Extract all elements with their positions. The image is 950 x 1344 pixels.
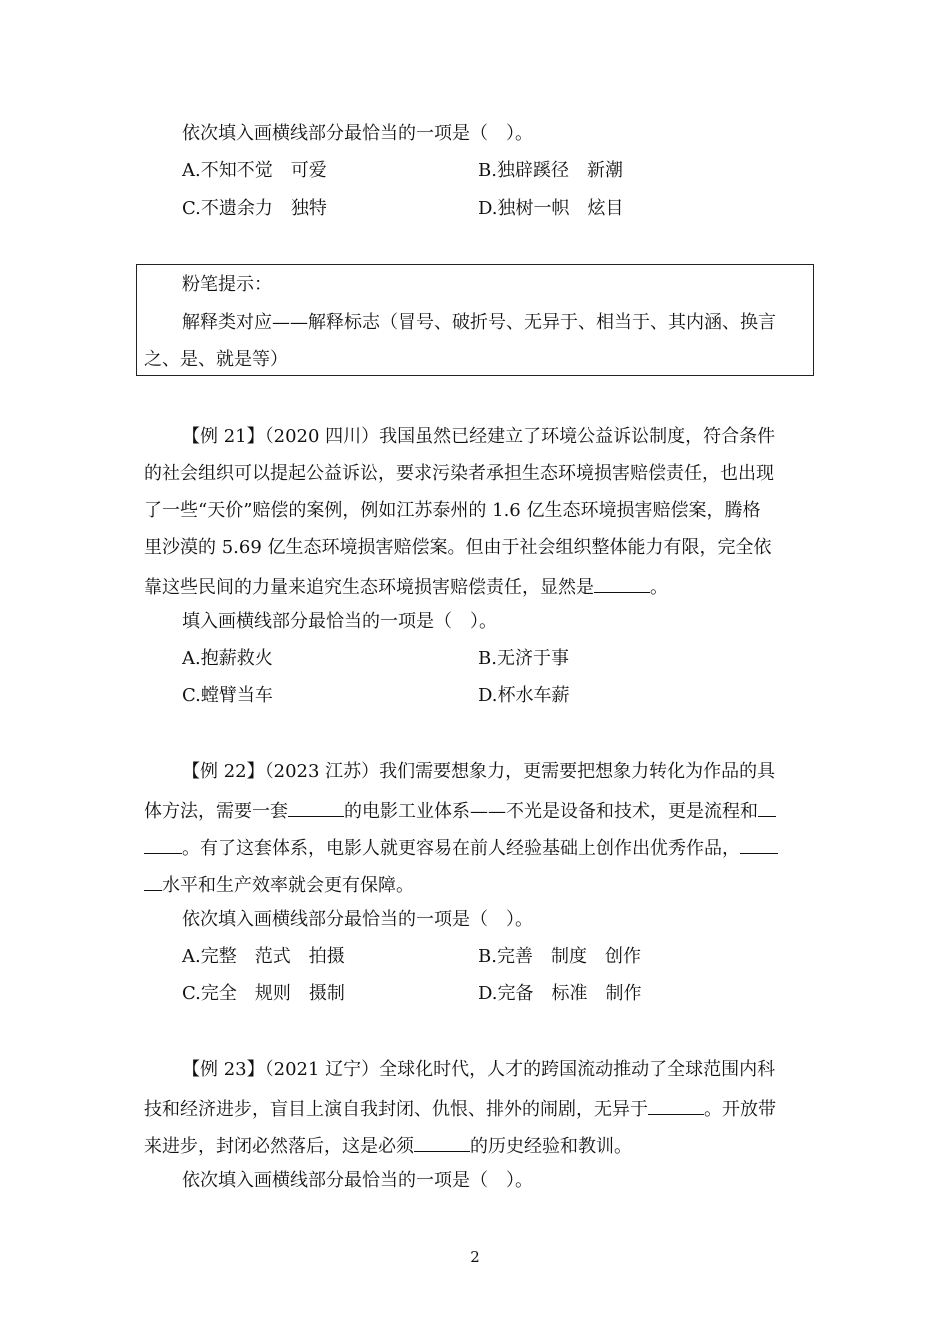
q22-line-4 xyxy=(144,870,414,899)
q21-option-a: A.抱薪救火 xyxy=(182,648,273,669)
q22-option-c: C.完全 规则 摄制 xyxy=(182,983,345,1004)
q22-line-3-text: 。有了这套体系，电影人就更容易在前人经验基础上创作出优秀作品， xyxy=(182,838,740,859)
q21-line-2: 的社会组织可以提起公益诉讼，要求污染者承担生态环境损害赔偿责任，也出现 xyxy=(144,463,774,484)
q20-option-d: D.独树一帜 炫目 xyxy=(478,198,624,219)
hint-line-1: 解释类对应——解释标志（冒号、破折号、无异于、相当于、其内涵、换言 xyxy=(182,312,776,333)
answer-blank xyxy=(288,796,344,817)
q22-line-2-text-a: 体方法，需要一套 xyxy=(144,801,288,822)
answer-blank xyxy=(648,1094,704,1115)
q23-line-3 xyxy=(144,1131,632,1160)
q22-line-2-text-b: 的电影工业体系——不光是设备和技术，更是流程和 xyxy=(344,801,758,822)
q21-line-4: 里沙漠的 5.69 亿生态环境损害赔偿案。但由于社会组织整体能力有限，完全依 xyxy=(144,537,772,558)
hint-title: 粉笔提示： xyxy=(182,274,272,295)
q21-line-5 xyxy=(144,572,668,601)
q22-line-2 xyxy=(144,796,776,825)
answer-blank xyxy=(594,572,650,593)
answer-blank xyxy=(740,833,778,854)
q21-line-1: 【例 21】（2020 四川）我国虽然已经建立了环境公益诉讼制度，符合条件 xyxy=(182,426,776,447)
q22-option-d: D.完备 标准 制作 xyxy=(478,983,642,1004)
q20-prompt: 依次填入画横线部分最恰当的一项是（ ）。 xyxy=(182,123,533,144)
q21-option-c: C.螳臂当车 xyxy=(182,685,273,706)
q20-option-c: C.不遗余力 独特 xyxy=(182,198,327,219)
q22-line-3 xyxy=(144,833,778,862)
answer-blank xyxy=(144,833,182,854)
q21-line-5-end: 。 xyxy=(650,577,668,598)
q23-prompt: 依次填入画横线部分最恰当的一项是（ ）。 xyxy=(182,1170,533,1191)
q21-option-b: B.无济于事 xyxy=(478,648,569,669)
q23-line-1: 【例 23】（2021 辽宁）全球化时代，人才的跨国流动推动了全球范围内科 xyxy=(182,1059,776,1080)
q20-option-b: B.独辟蹊径 新潮 xyxy=(478,160,623,181)
q22-prompt: 依次填入画横线部分最恰当的一项是（ ）。 xyxy=(182,909,533,930)
q23-line-2-text-b: 。开放带 xyxy=(704,1099,776,1120)
page-number: 2 xyxy=(470,1248,480,1266)
q23-line-2 xyxy=(144,1094,776,1123)
q21-line-3: 了一些“天价”赔偿的案例，例如江苏泰州的 1.6 亿生态环境损害赔偿案，腾格 xyxy=(144,500,761,521)
q22-line-1: 【例 22】（2023 江苏）我们需要想象力，更需要把想象力转化为作品的具 xyxy=(182,761,776,782)
hint-line-2: 之、是、就是等） xyxy=(144,349,288,370)
answer-blank xyxy=(414,1131,470,1152)
answer-blank xyxy=(758,796,776,817)
q22-option-b: B.完善 制度 创作 xyxy=(478,946,641,967)
q21-prompt: 填入画横线部分最恰当的一项是（ ）。 xyxy=(182,611,497,632)
q20-option-a: A.不知不觉 可爱 xyxy=(182,160,327,181)
q21-line-5-text: 靠这些民间的力量来追究生态环境损害赔偿责任，显然是 xyxy=(144,577,594,598)
q22-option-a: A.完整 范式 拍摄 xyxy=(182,946,345,967)
answer-blank xyxy=(144,870,162,891)
q23-line-3-text-a: 来进步，封闭必然落后，这是必须 xyxy=(144,1136,414,1157)
q23-line-3-text-b: 的历史经验和教训。 xyxy=(470,1136,632,1157)
q22-line-4-text: 水平和生产效率就会更有保障。 xyxy=(162,875,414,896)
q23-line-2-text-a: 技和经济进步，盲目上演自我封闭、仇恨、排外的闹剧，无异于 xyxy=(144,1099,648,1120)
q21-option-d: D.杯水车薪 xyxy=(478,685,570,706)
